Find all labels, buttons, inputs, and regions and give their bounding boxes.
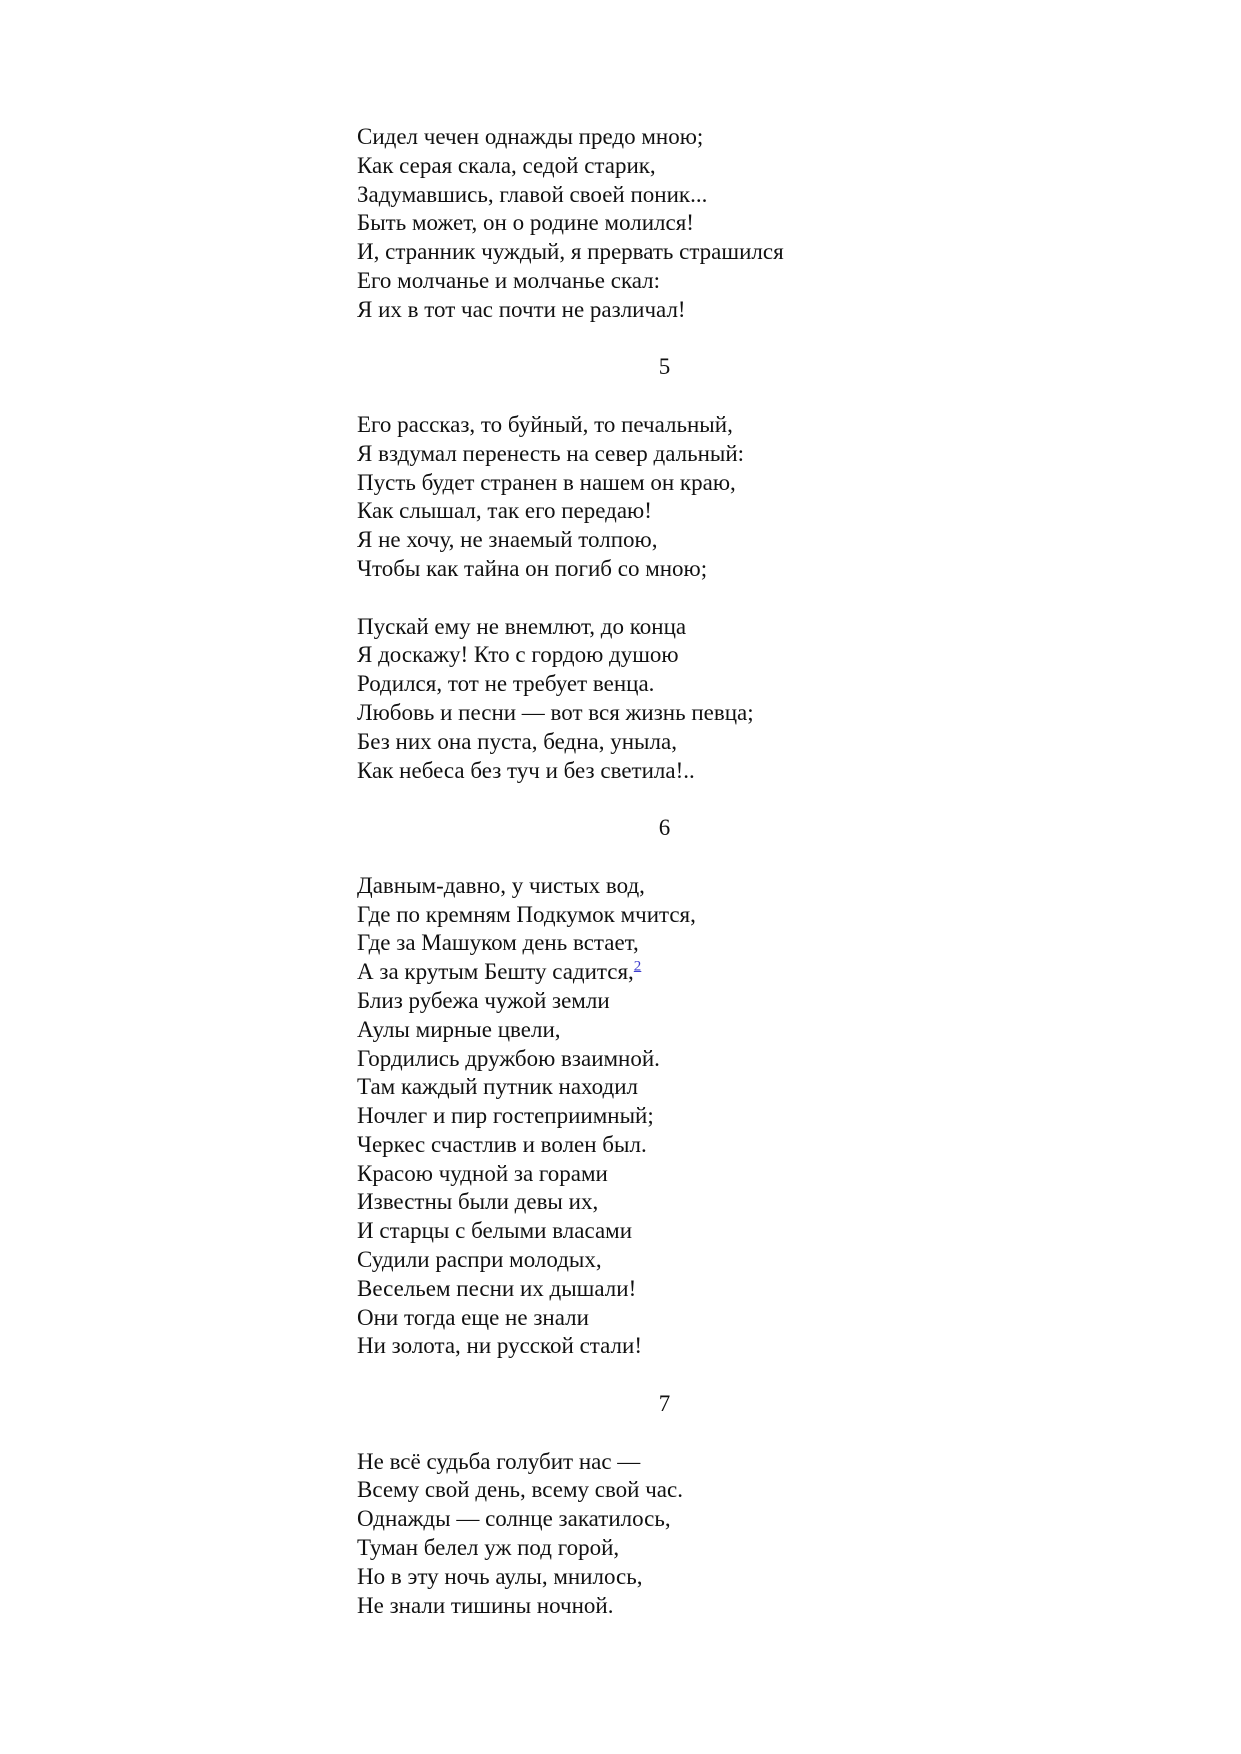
poem-line: Ни золота, ни русской стали! <box>357 1333 642 1359</box>
poem-line: Не всё судьба голубит нас — <box>357 1448 641 1474</box>
poem-line: Там каждый путник находил <box>357 1074 638 1100</box>
poem-line: Всему свой день, всему свой час. <box>357 1477 683 1503</box>
poem-line: Гордились дружбою взаимной. <box>357 1045 660 1071</box>
poem-line: Ночлег и пир гостеприимный; <box>357 1103 654 1129</box>
section-number: 6 <box>658 815 671 841</box>
poem-line: Однажды — солнце закатилось, <box>357 1506 671 1532</box>
poem-line: И старцы с белыми власами <box>357 1218 633 1244</box>
poem-line: Задумавшись, главой своей поник... <box>357 181 708 207</box>
poem-line: Сидел чечен однажды предо мною; <box>357 124 704 149</box>
poem-line: Близ рубежа чужой земли <box>357 987 610 1013</box>
stanza <box>357 613 1057 786</box>
poem-line: Они тогда еще не знали <box>357 1304 589 1330</box>
poem-line: Давным-давно, у чистых вод, <box>357 872 645 898</box>
poem-line: Без них она пуста, бедна, уныла, <box>357 728 677 754</box>
poem-line: Где по кремням Подкумок мчится, <box>357 901 696 927</box>
section-number: 5 <box>658 354 671 380</box>
poem-line: Черкес счастлив и волен был. <box>357 1131 647 1157</box>
stanza <box>357 411 1057 584</box>
poem-line: Не знали тишины ночной. <box>357 1592 614 1618</box>
poem-line: Известны были девы их, <box>357 1189 599 1215</box>
poem-line: Как серая скала, седой старик, <box>357 152 656 178</box>
poem-line-text: А за крутым Бешту садится, <box>357 959 634 985</box>
poem-line: Быть может, он о родине молился! <box>357 210 694 236</box>
poem-line: Его молчанье и молчанье скал: <box>357 267 661 293</box>
poem-line: Туман белел уж под горой, <box>357 1535 620 1561</box>
poem-line: И, странник чуждый, я прервать страшился <box>357 239 784 265</box>
poem-line: Красою чудной за горами <box>357 1160 608 1186</box>
poem-line: Но в эту ночь аулы, мнилось, <box>357 1563 643 1589</box>
footnote-link[interactable]: 2 <box>633 958 642 975</box>
poem-line: Пускай ему не внемлют, до конца <box>357 613 687 639</box>
poem-line: Я вздумал перенесть на север дальный: <box>357 440 745 466</box>
poem-line: Как небеса без туч и без светила!.. <box>357 757 695 783</box>
section-number: 7 <box>658 1391 671 1417</box>
poem-line: Чтобы как тайна он погиб со мною; <box>357 555 708 581</box>
poem-line: Как слышал, так его передаю! <box>357 498 652 524</box>
stanza <box>357 123 1057 325</box>
poem-line: Его рассказ, то буйный, то печальный, <box>357 411 733 437</box>
poem-line: Я доскажу! Кто с гордою душою <box>357 642 679 668</box>
poem-line: Родился, тот не требует венца. <box>357 671 655 697</box>
stanza <box>357 1448 1057 1621</box>
poem-line: Весельем песни их дышали! <box>357 1275 637 1301</box>
poem-line: Я их в тот час почти не различал! <box>357 296 686 322</box>
poem-line: Аулы мирные цвели, <box>357 1016 561 1042</box>
poem-line: Пусть будет странен в нашем он краю, <box>357 469 736 495</box>
poem-line: Я не хочу, не знаемый толпою, <box>357 527 658 553</box>
stanza <box>357 872 1057 1362</box>
poem-line-with-footnote <box>357 958 1057 987</box>
poem-text <box>357 123 1057 1620</box>
poem-line: Любовь и песни — вот вся жизнь певца; <box>357 699 754 725</box>
poem-line: Где за Машуком день встает, <box>357 930 639 956</box>
poem-line: Судили распри молодых, <box>357 1247 602 1273</box>
